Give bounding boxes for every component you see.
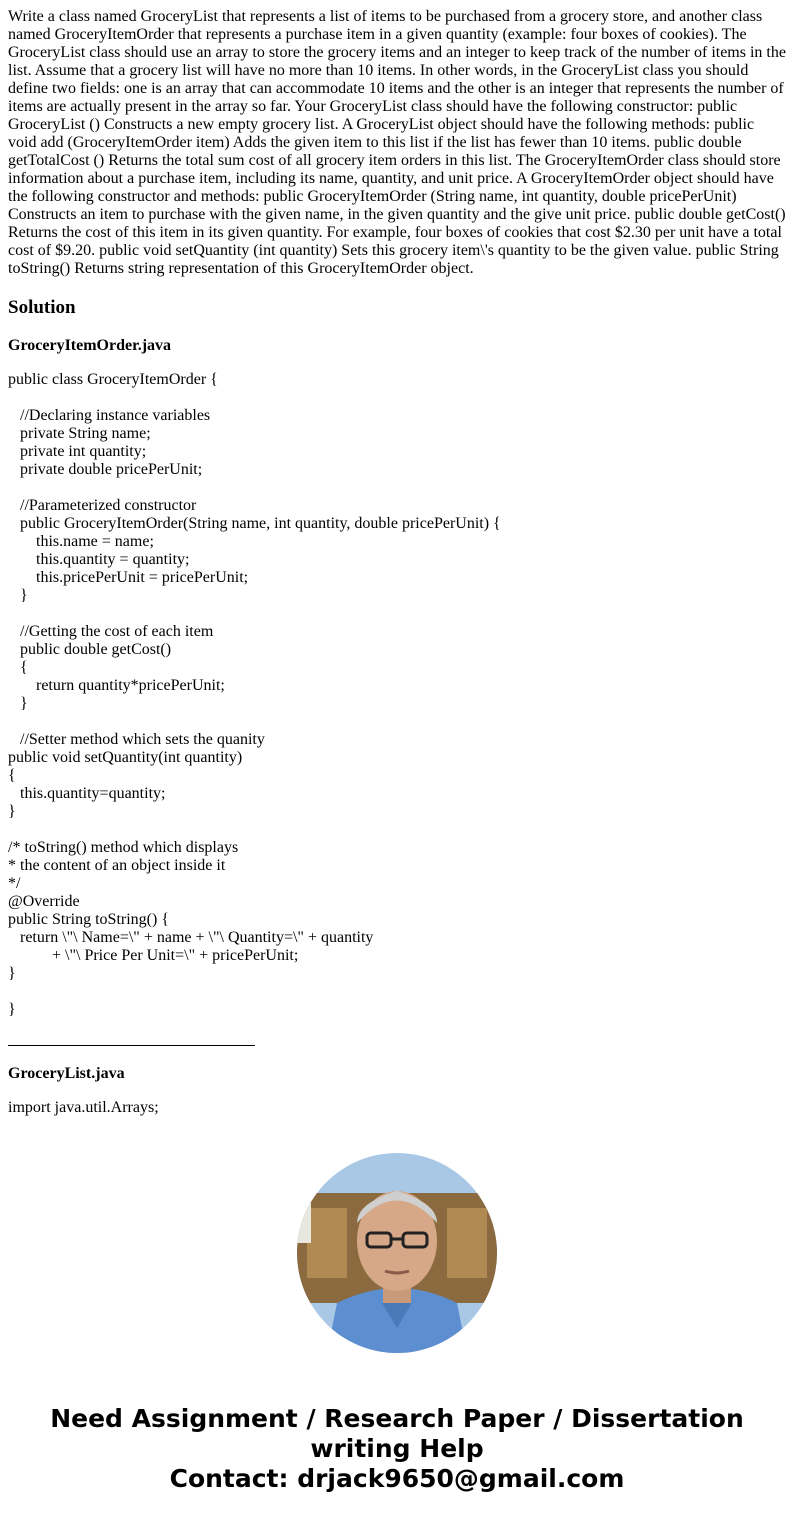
code-line: /* toString() method which displays (8, 839, 239, 856)
code-line (8, 389, 786, 407)
question-text: Write a class named GroceryList that represents a list of items to be purchased from a grocery store, and another class named GroceryItemOrder that represents a purchase item in a given quantity (example: four boxes of cookies). The GroceryList class should use an array to store the grocery items and an integer to keep track of the number of items in the list. Assume that a grocery list will have no more than 10 items. In other words, in the GroceryList class you should define two fields: one is an array that can accommodate 10 items and the other is an integer that represents the number of items are actually present in the array so far. Your GroceryList class should have the following constructor: public GroceryList () Constructs a new empty grocery list. A GroceryList object should have the following methods: public void add (GroceryItemOrder item) Adds the given item to this list if the list has fewer than 10 items. public double getTotalCost () Returns the total sum cost of all grocery item orders in this list. The GroceryItemOrder class should store information about a purchase item, including its name, quantity, and unit price. A GroceryItemOrder object should have the following constructor and methods: public GroceryItemOrder (String name, int quantity, double pricePerUnit) Constructs an item to purchase with the given name, in the given quantity and the give unit price. public double getCost() Returns the cost of this item in its given quantity. For example, four boxes of cookies that cost $2.30 per unit have a total cost of $9.20. public void setQuantity (int quantity) Sets this grocery item\'s quantity to be the given value. public String toString() Returns string representation of this GroceryItemOrder object. (8, 8, 786, 277)
code-line: } (8, 803, 16, 820)
code-line: this.quantity=quantity; (8, 785, 166, 802)
code-line (8, 821, 786, 839)
author-avatar (297, 1153, 497, 1353)
code-line (8, 479, 786, 497)
code-line: //Declaring instance variables (8, 407, 211, 424)
code-line: public void setQuantity(int quantity) (8, 749, 243, 766)
code-line: this.quantity = quantity; (8, 551, 190, 568)
code-line (8, 983, 786, 1001)
code-line: { (8, 767, 16, 784)
file-heading-grocery-list: GroceryList.java (8, 1065, 125, 1082)
advertisement-banner (0, 1404, 794, 1494)
code-line: private double pricePerUnit; (8, 461, 203, 478)
person-photo-icon (297, 1153, 497, 1353)
code-line: public double getCost() (8, 641, 172, 658)
code-line: } (8, 587, 28, 604)
code-line: return \"\ Name=\" + name + \"\ Quantity=\" + quantity (8, 929, 374, 946)
code-line: private String name; (8, 425, 151, 442)
code-line: this.pricePerUnit = pricePerUnit; (8, 569, 249, 586)
ad-line-1: Need Assignment / Research Paper / Dissertation (50, 1404, 744, 1433)
code-line: @Override (8, 893, 80, 910)
ad-line-2: writing Help (310, 1434, 484, 1463)
code-line: */ (8, 875, 21, 892)
code-line (8, 713, 786, 731)
code-line: } (8, 695, 28, 712)
code-block-grocery-item-order (8, 371, 786, 1019)
solution-heading: Solution (8, 297, 76, 318)
code-block-grocery-list (8, 1099, 786, 1117)
horizontal-divider (8, 1045, 255, 1046)
code-line: return quantity*pricePerUnit; (8, 677, 225, 694)
code-line: public GroceryItemOrder(String name, int quantity, double pricePerUnit) { (8, 515, 501, 532)
code-line: * the content of an object inside it (8, 857, 226, 874)
code-line: //Setter method which sets the quanity (8, 731, 265, 748)
code-line: this.name = name; (8, 533, 154, 550)
file-heading-grocery-item-order: GroceryItemOrder.java (8, 337, 172, 354)
code-line: } (8, 965, 16, 982)
code-line (8, 605, 786, 623)
ad-contact-line: Contact: drjack9650@gmail.com (169, 1464, 625, 1493)
code-line: import java.util.Arrays; (8, 1099, 159, 1116)
code-line: { (8, 659, 28, 676)
code-line: //Parameterized constructor (8, 497, 197, 514)
code-line: //Getting the cost of each item (8, 623, 214, 640)
code-line: } (8, 1001, 16, 1018)
code-line: private int quantity; (8, 443, 147, 460)
code-line: public String toString() { (8, 911, 170, 928)
code-line: + \"\ Price Per Unit=\" + pricePerUnit; (8, 947, 299, 964)
code-line: public class GroceryItemOrder { (8, 371, 218, 388)
